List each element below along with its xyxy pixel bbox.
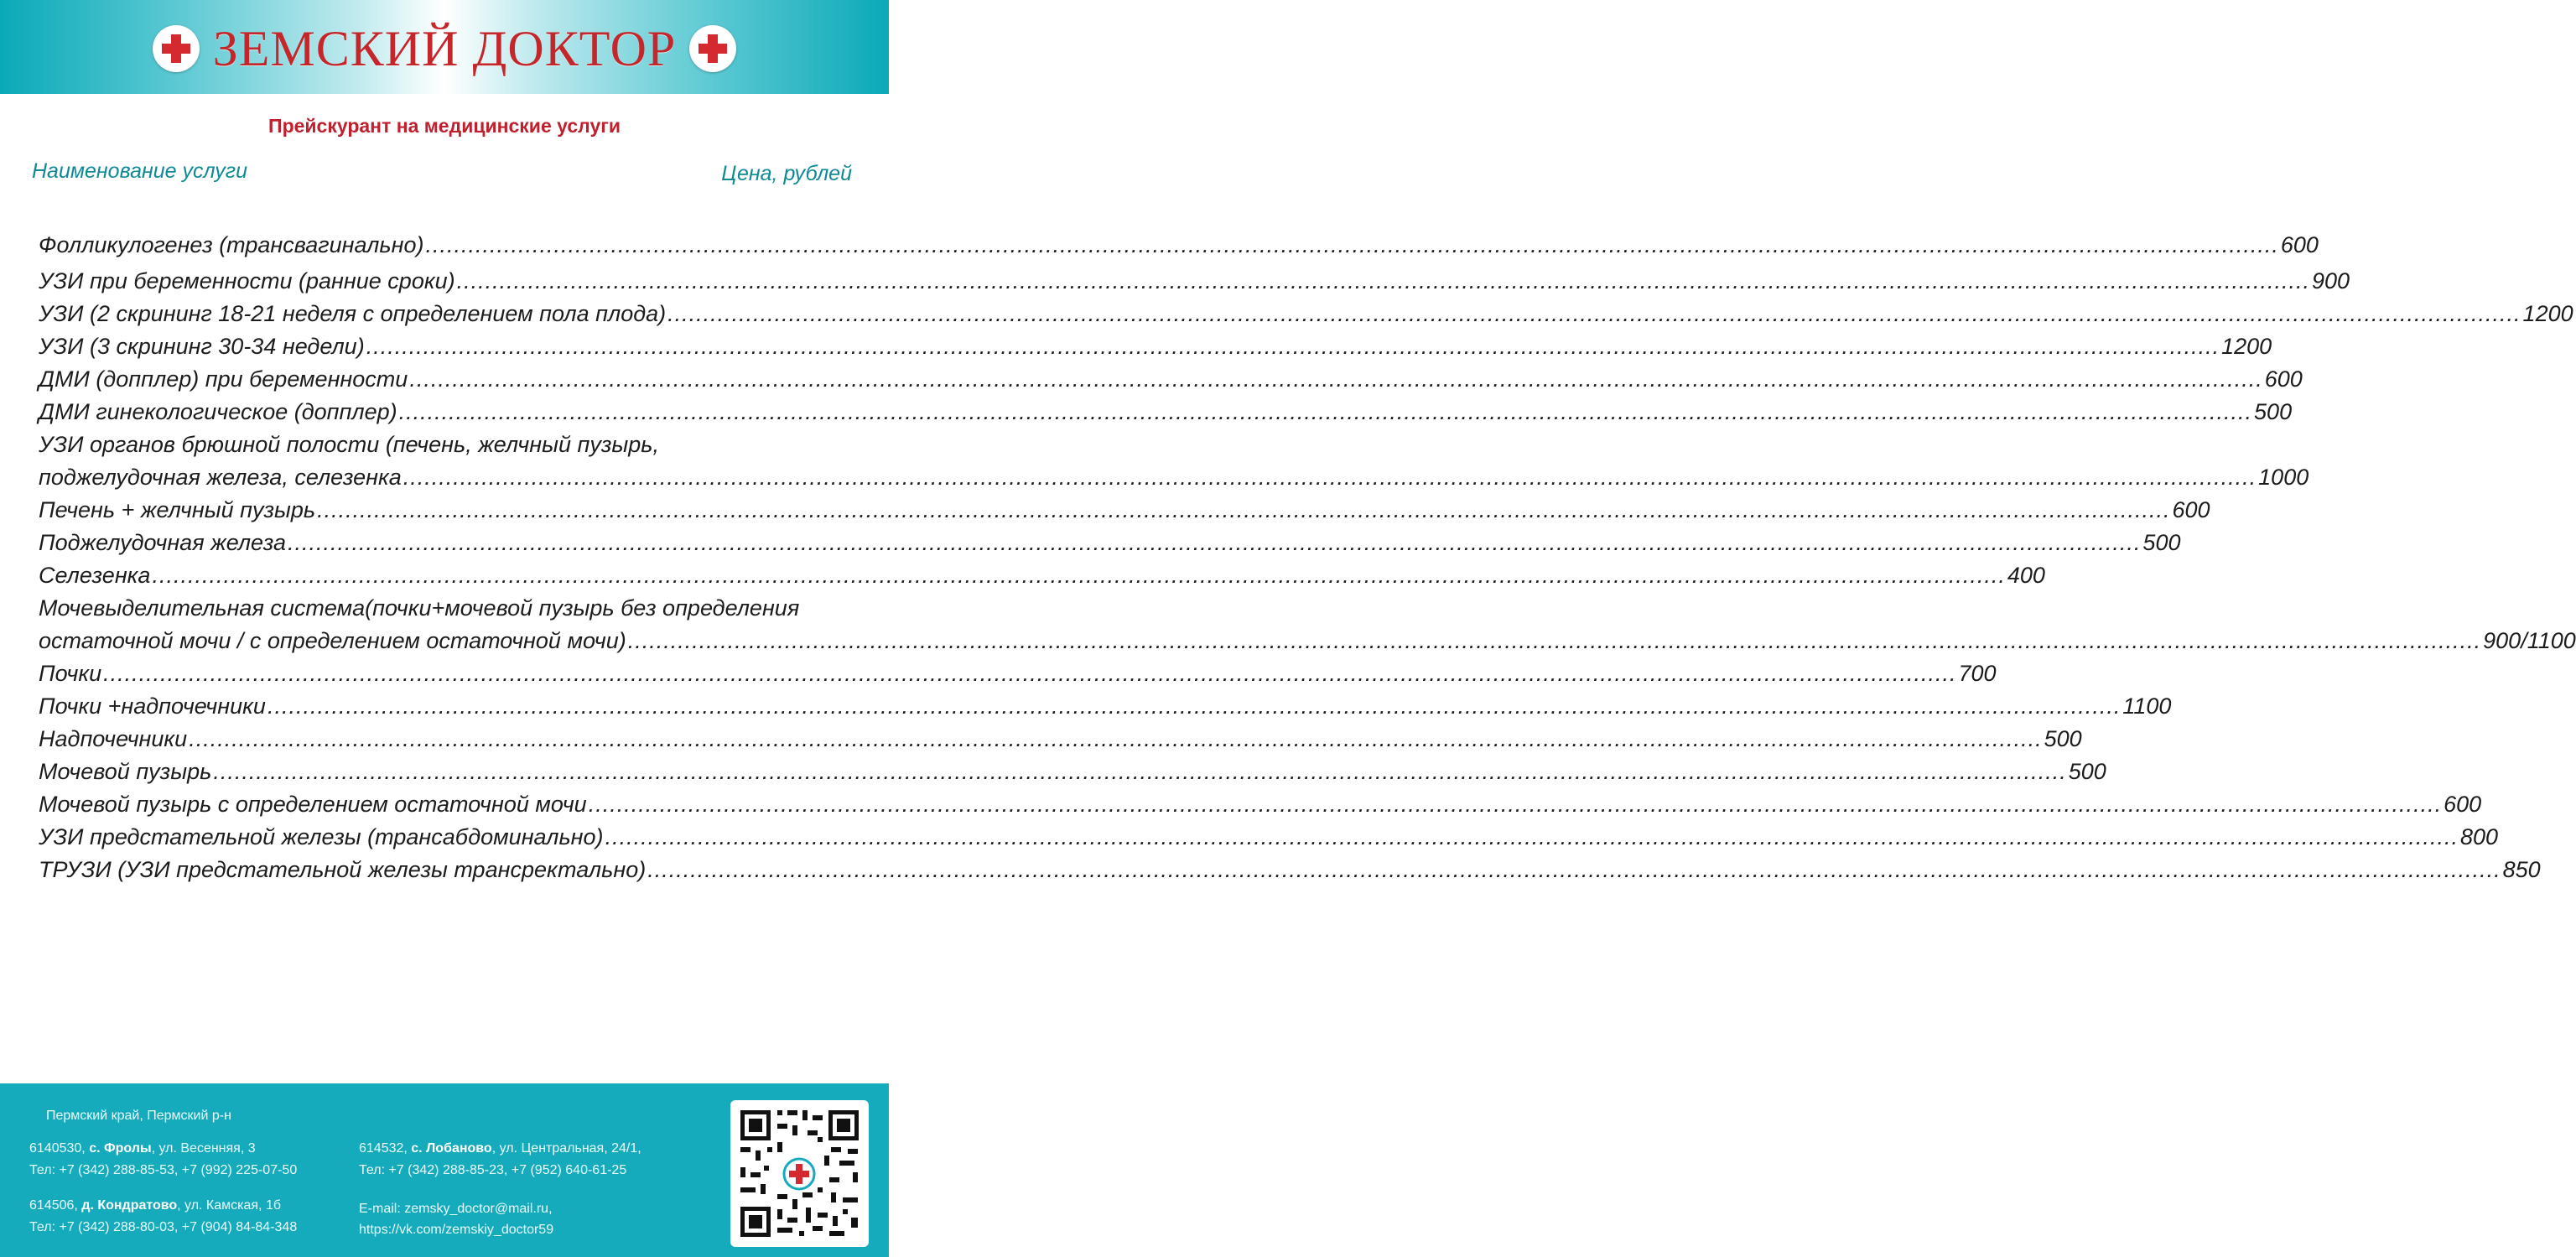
footer-address-frolovy: 6140530, с. Фролы, ул. Весенняя, 3 xyxy=(29,1141,256,1156)
document-title: Прейскурант на медицинские услуги xyxy=(268,115,621,137)
service-row xyxy=(39,461,2309,494)
footer-phone-frolovy: Тел: +7 (342) 288-85-53, +7 (992) 225-07-50 xyxy=(29,1163,298,1177)
service-name: Почки xyxy=(39,661,102,686)
dot-leader: .................................................................................................................................................................................................................................................................... xyxy=(605,824,2459,849)
service-name: Надпочечники xyxy=(39,726,188,751)
service-name: Поджелудочная железа xyxy=(39,530,287,555)
service-row xyxy=(39,494,2210,527)
service-price: 600 xyxy=(2280,232,2319,257)
service-row xyxy=(39,225,2319,265)
service-price: 850 xyxy=(2502,857,2541,882)
service-name-line xyxy=(39,592,847,625)
column-header-name: Наименование услуги xyxy=(32,159,248,183)
dot-leader: .................................................................................................................................................................................................................................................................... xyxy=(456,268,2310,293)
service-price: 600 xyxy=(2264,366,2303,392)
footer-address-kondratovo: 614506, д. Кондратово, ул. Камская, 1б xyxy=(29,1198,282,1213)
brand-title: ЗЕМСКИЙ ДОКТОР xyxy=(212,21,677,76)
service-row xyxy=(39,559,2045,592)
dot-leader: .................................................................................................................................................................................................................................................................... xyxy=(366,334,2220,359)
service-name: УЗИ предстательной железы (трансабдоминально) xyxy=(39,824,604,849)
service-row xyxy=(39,265,2350,298)
service-name: УЗИ (3 скрининг 30-34 недели) xyxy=(39,334,365,359)
service-row xyxy=(39,756,2106,788)
service-price: 500 xyxy=(2044,726,2082,751)
service-price: 1200 xyxy=(2522,301,2573,326)
service-price: 1100 xyxy=(2122,693,2172,719)
service-row xyxy=(39,625,2576,657)
service-name: ДМИ (допплер) при беременности xyxy=(39,366,408,392)
service-row xyxy=(39,396,2293,429)
dot-leader: .................................................................................................................................................................................................................................................................... xyxy=(588,792,2443,817)
service-row xyxy=(39,363,2303,396)
service-row xyxy=(39,298,2573,330)
qr-code[interactable] xyxy=(730,1100,869,1247)
service-price: 700 xyxy=(1958,661,1997,686)
dot-leader: .................................................................................................................................................................................................................................................................... xyxy=(425,232,2279,257)
service-name: Почки +надпочечники xyxy=(39,693,266,719)
service-name: УЗИ при беременности (ранние сроки) xyxy=(39,268,455,293)
service-name: поджелудочная железа, селезенка xyxy=(39,465,402,490)
dot-leader: .................................................................................................................................................................................................................................................................... xyxy=(409,366,2263,392)
service-row xyxy=(39,657,1997,690)
service-price: 500 xyxy=(2068,759,2106,784)
dot-leader: .................................................................................................................................................................................................................................................................... xyxy=(213,759,2067,784)
dot-leader: .................................................................................................................................................................................................................................................................... xyxy=(402,465,2257,490)
footer-vk-link[interactable]: https://vk.com/zemskiy_doctor59 xyxy=(359,1223,554,1237)
service-price: 1200 xyxy=(2221,334,2272,359)
price-list xyxy=(39,225,2576,886)
dot-leader: .................................................................................................................................................................................................................................................................... xyxy=(647,857,2501,882)
service-price: 400 xyxy=(2007,563,2045,588)
dot-leader: .................................................................................................................................................................................................................................................................... xyxy=(317,497,2171,522)
dot-leader: .................................................................................................................................................................................................................................................................... xyxy=(667,301,2521,326)
footer-region: Пермский край, Пермский р-н xyxy=(46,1109,231,1123)
brand-logo xyxy=(0,17,889,81)
red-cross-icon xyxy=(689,25,736,72)
service-price: 900/1100 xyxy=(2483,628,2576,653)
service-name: Мочевой пузырь с определением остаточной мочи xyxy=(39,792,587,817)
service-price: 500 xyxy=(2254,399,2293,424)
qr-code-icon xyxy=(730,1100,869,1247)
service-price: 1000 xyxy=(2258,465,2309,490)
dot-leader: .................................................................................................................................................................................................................................................................... xyxy=(398,399,2253,424)
dot-leader: .................................................................................................................................................................................................................................................................... xyxy=(189,726,2043,751)
service-price: 600 xyxy=(2172,497,2210,522)
footer-address-lobanovo: 614532, с. Лобаново, ул. Центральная, 24/1, xyxy=(359,1141,641,1156)
footer-phone-lobanovo: Тел: +7 (342) 288-85-23, +7 (952) 640-61-25 xyxy=(359,1163,627,1177)
service-row xyxy=(39,690,2172,723)
service-name: Мочевыделительная система(почки+мочевой пузырь без определения xyxy=(39,595,800,621)
service-price: 600 xyxy=(2444,792,2482,817)
footer-phone-kondratovo: Тел: +7 (342) 288-80-03, +7 (904) 84-84-348 xyxy=(29,1220,298,1234)
service-price: 900 xyxy=(2312,268,2350,293)
header-banner xyxy=(0,0,889,94)
dot-leader: .................................................................................................................................................................................................................................................................... xyxy=(267,693,2122,719)
service-name: УЗИ (2 скрининг 18-21 неделя с определением пола плода) xyxy=(39,301,667,326)
service-price: 500 xyxy=(2142,530,2181,555)
service-row xyxy=(39,854,2541,886)
dot-leader: .................................................................................................................................................................................................................................................................... xyxy=(288,530,2142,555)
service-row xyxy=(39,821,2499,854)
service-name: Фолликулогенез (трансвагинально) xyxy=(39,232,424,257)
service-row xyxy=(39,527,2181,559)
service-name: ТРУЗИ (УЗИ предстательной железы трансректально) xyxy=(39,857,647,882)
dot-leader: .................................................................................................................................................................................................................................................................... xyxy=(152,563,2006,588)
service-name: Селезенка xyxy=(39,563,151,588)
service-name: остаточной мочи / с определением остаточной мочи) xyxy=(39,628,626,653)
service-row xyxy=(39,788,2482,821)
footer-email[interactable]: E-mail: zemsky_doctor@mail.ru, xyxy=(359,1202,553,1216)
service-name: ДМИ гинекологическое (допплер) xyxy=(39,399,397,424)
service-row xyxy=(39,330,2272,363)
service-name: УЗИ органов брюшной полости (печень, желчный пузырь, xyxy=(39,432,659,457)
column-header-price: Цена, рублей xyxy=(721,162,852,185)
service-row xyxy=(39,723,2082,756)
red-cross-icon xyxy=(153,25,200,72)
service-price: 800 xyxy=(2459,824,2499,849)
dot-leader: .................................................................................................................................................................................................................................................................... xyxy=(627,628,2482,653)
service-name: Мочевой пузырь xyxy=(39,759,212,784)
service-name-line xyxy=(39,429,847,461)
service-name: Печень + желчный пузырь xyxy=(39,497,316,522)
dot-leader: .................................................................................................................................................................................................................................................................... xyxy=(103,661,1957,686)
